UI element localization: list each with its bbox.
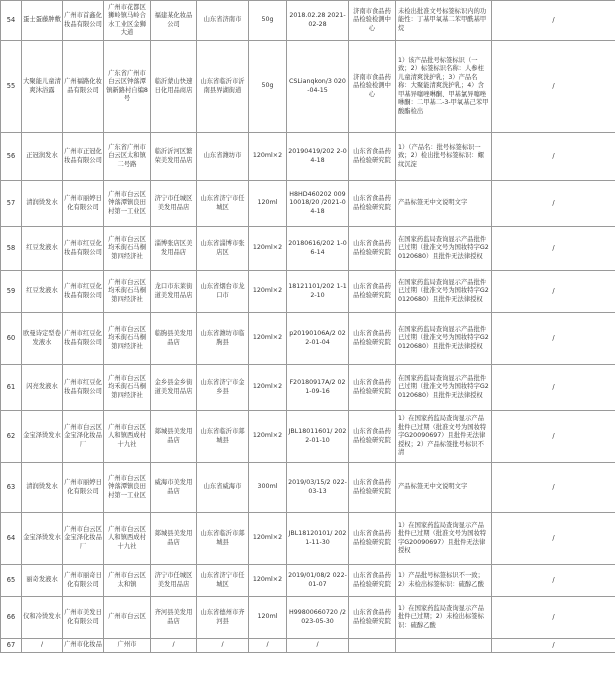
table-row <box>1 227 615 271</box>
batch-cell: H8HD460202 00910018/20 /2021-04-18 <box>287 181 349 227</box>
batch-cell: 18121101/202 1-12-10 <box>287 271 349 313</box>
row-number-cell: 58 <box>1 227 22 271</box>
spec-cell: 120ml×2 <box>249 227 287 271</box>
producer-address-cell: 广州市白云区均禾街石马桐第四经济社 <box>104 313 151 365</box>
producer-address-cell: 广州市花都区狮岭镇马岭合水工业区金狮大道 <box>104 1 151 41</box>
producer-address-cell: 广州市白云区均禾街石马桐第四经济社 <box>104 365 151 411</box>
producer-address-cell: 广州市白云区人和镇西成村十九社 <box>104 411 151 463</box>
row-number-cell: 57 <box>1 181 22 227</box>
product-name-cell: 清润烫发水 <box>22 181 63 227</box>
table-row <box>1 513 615 565</box>
result-cell: 在国家药监局查询显示产品批件已过期（批准文号为国妆特字G20120680）且批件无法律授权 <box>396 365 492 411</box>
spec-cell: 120ml×2 <box>249 313 287 365</box>
result-cell: 1）在国家药监局查询显示产品批件已过期（批准文号为国妆特字G20090697）且批件无法律授权 <box>396 513 492 565</box>
producer-cell: 广州市白云区金宝泽化妆品厂 <box>63 411 104 463</box>
checker-cell: 山东省食品药品检验研究院 <box>349 411 396 463</box>
seller-cell: 齐河县美发用品店 <box>151 597 197 639</box>
result-cell: 产品标签无中文说明文字 <box>396 181 492 227</box>
spec-cell: 300ml <box>249 463 287 513</box>
producer-cell: 广州市红豆化妆品有限公司 <box>63 365 104 411</box>
seller-address-cell: 山东省淄博市张店区 <box>197 227 249 271</box>
seller-cell: / <box>151 639 197 653</box>
producer-cell: 广州市首鑫化妆品有限公司 <box>63 1 104 41</box>
product-name-cell: 正冠润发水 <box>22 133 63 181</box>
result-cell: 1）在国家药监局查询显示产品批件已过期；2）未检出标签标识：硫醇乙酸 <box>396 597 492 639</box>
checker-cell: 山东省食品药品检验研究院 <box>349 513 396 565</box>
checker-cell: 山东省食品药品检验研究院 <box>349 181 396 227</box>
row-number-cell: 59 <box>1 271 22 313</box>
batch-cell: F20180917A/2 021-09-16 <box>287 365 349 411</box>
batch-cell: 20180616/202 1-06-14 <box>287 227 349 271</box>
table-row <box>1 133 615 181</box>
batch-cell: JBL18120101/ 2021-11-30 <box>287 513 349 565</box>
producer-cell: 广州市丽奇日化有限公司 <box>63 565 104 597</box>
seller-cell: 临朐县美发用品店 <box>151 313 197 365</box>
result-cell: 未检出批准文号标签标识内的功能性：丁基甲氧基二苯甲酰基甲烷 <box>396 1 492 41</box>
producer-address-cell: 广州市白云区钟落潭镇良田村第一工业区 <box>104 181 151 227</box>
producer-cell: 广州福路化妆品有限公司 <box>63 41 104 133</box>
row-number-cell: 56 <box>1 133 22 181</box>
batch-cell: p20190106A/2 022-01-04 <box>287 313 349 365</box>
row-number-cell: 60 <box>1 313 22 365</box>
checker-cell: 山东省食品药品检验研究院 <box>349 597 396 639</box>
note-cell: / <box>492 565 615 597</box>
seller-cell: 龙口市东莱街道美发用品店 <box>151 271 197 313</box>
table-row <box>1 1 615 41</box>
product-name-cell: 欧曼诗定型卷发液水 <box>22 313 63 365</box>
result-cell: 1）产品批号标签标识不一致；2）未检出标签标识：硫醇乙酸 <box>396 565 492 597</box>
seller-cell: 威海市美发用品店 <box>151 463 197 513</box>
note-cell: / <box>492 411 615 463</box>
seller-address-cell: 山东省临沂市郯城县 <box>197 411 249 463</box>
seller-address-cell: 山东省济南市 <box>197 1 249 41</box>
product-name-cell: 红豆发液水 <box>22 227 63 271</box>
table-row <box>1 181 615 227</box>
seller-address-cell: 山东省临沂市郯城县 <box>197 513 249 565</box>
table-row <box>1 365 615 411</box>
spec-cell: 120ml×2 <box>249 565 287 597</box>
table-row <box>1 271 615 313</box>
table-body <box>1 1 615 653</box>
batch-cell: 2018.02.28 2021-02-28 <box>287 1 349 41</box>
result-cell: 产品标签无中文说明文字 <box>396 463 492 513</box>
spec-cell: 120ml <box>249 597 287 639</box>
producer-address-cell: 广州市 <box>104 639 151 653</box>
product-name-cell: 金宝泽烫发水 <box>22 411 63 463</box>
checker-cell: 山东省食品药品检验研究院 <box>349 313 396 365</box>
table-row <box>1 565 615 597</box>
result-cell: 在国家药监局查询显示产品批件已过期（批准文号为国妆特字G20120680）且批件无法律授权 <box>396 271 492 313</box>
row-number-cell: 63 <box>1 463 22 513</box>
checker-cell: 山东省食品药品检验研究院 <box>349 271 396 313</box>
note-cell: / <box>492 227 615 271</box>
producer-address-cell: 广州市白云区太和镇 <box>104 565 151 597</box>
seller-address-cell: / <box>197 639 249 653</box>
producer-cell: 广州市白云区金宝泽化妆品厂 <box>63 513 104 565</box>
note-cell: / <box>492 271 615 313</box>
producer-address-cell: 广东省广州市白云区太和镇二号路 <box>104 133 151 181</box>
product-name-cell: 大聚能儿童清爽沐浴露 <box>22 41 63 133</box>
product-name-cell: 闪亮发液水 <box>22 365 63 411</box>
seller-cell: 郯城县美发用品店 <box>151 513 197 565</box>
batch-cell: 2019/01/08/2 022-01-07 <box>287 565 349 597</box>
table-row <box>1 597 615 639</box>
checker-cell <box>349 639 396 653</box>
spec-cell: 120ml×2 <box>249 133 287 181</box>
seller-cell: 金乡县金乡街道美发用品店 <box>151 365 197 411</box>
product-name-cell: 红豆发液水 <box>22 271 63 313</box>
batch-cell: 20190419/202 2-04-18 <box>287 133 349 181</box>
producer-cell: 广州市丽婷日化有限公司 <box>63 181 104 227</box>
batch-cell: H99800660720 /2023-05-30 <box>287 597 349 639</box>
row-number-cell: 55 <box>1 41 22 133</box>
producer-address-cell: 广州市白云区均禾街石马桐第四经济社 <box>104 227 151 271</box>
producer-cell: 广州市化妆品 <box>63 639 104 653</box>
spec-cell: 120ml×2 <box>249 513 287 565</box>
producer-address-cell: 广州市白云区人和镇西成村十九社 <box>104 513 151 565</box>
batch-cell: CSLianqkon/3 020-04-15 <box>287 41 349 133</box>
batch-cell: JBL18011601/ 2022-01-10 <box>287 411 349 463</box>
seller-cell: 临沂沂河区繁荣美发用品店 <box>151 133 197 181</box>
spec-cell: 50g <box>249 41 287 133</box>
result-cell <box>396 639 492 653</box>
product-name-cell: 丽奇发液水 <box>22 565 63 597</box>
checker-cell: 山东省食品药品检验研究院 <box>349 565 396 597</box>
checker-cell: 济南市食品药品检验检测中心 <box>349 41 396 133</box>
result-cell: 在国家药监局查询显示产品批件已过期（批准文号为国妆特字G20120680）且批件无法律授权 <box>396 313 492 365</box>
product-name-cell: 仪和冷烫发水 <box>22 597 63 639</box>
note-cell: / <box>492 1 615 41</box>
note-cell: / <box>492 41 615 133</box>
result-cell: 1）在国家药监局查询显示产品批件已过期（批准文号为国妆特字G20090697）且批件无法律授权；2）产品标签批号标识不清 <box>396 411 492 463</box>
seller-cell: 福建某化妆品公司 <box>151 1 197 41</box>
producer-address-cell: 广东省广州市白云区钟落潭镇新路村自编8号 <box>104 41 151 133</box>
seller-cell: 济宁市任城区美发用品店 <box>151 181 197 227</box>
producer-cell: 广州市美发日化有限公司 <box>63 597 104 639</box>
seller-address-cell: 山东省威海市 <box>197 463 249 513</box>
seller-address-cell: 山东省临沂市沂南县界湖街道 <box>197 41 249 133</box>
seller-address-cell: 山东省德州市齐河县 <box>197 597 249 639</box>
spec-cell: 120ml×2 <box>249 365 287 411</box>
producer-cell: 广州市红豆化妆品有限公司 <box>63 227 104 271</box>
checker-cell: 山东省食品药品检验研究院 <box>349 133 396 181</box>
seller-address-cell: 山东省潍坊市 <box>197 133 249 181</box>
producer-cell: 广州市红豆化妆品有限公司 <box>63 271 104 313</box>
note-cell: / <box>492 365 615 411</box>
producer-address-cell: 广州市白云区钟落潭镇良田村第一工业区 <box>104 463 151 513</box>
table-row <box>1 639 615 653</box>
table-row <box>1 313 615 365</box>
seller-address-cell: 山东省烟台市龙口市 <box>197 271 249 313</box>
row-number-cell: 61 <box>1 365 22 411</box>
checker-cell: 山东省食品药品检验研究院 <box>349 463 396 513</box>
note-cell: / <box>492 463 615 513</box>
producer-address-cell: 广州市白云区均禾街石马桐第四经济社 <box>104 271 151 313</box>
spec-cell: / <box>249 639 287 653</box>
seller-cell: 临沂蒙山快速日化用品商店 <box>151 41 197 133</box>
spec-cell: 120ml×2 <box>249 411 287 463</box>
note-cell: / <box>492 513 615 565</box>
seller-address-cell: 山东省济宁市任城区 <box>197 565 249 597</box>
note-cell: / <box>492 133 615 181</box>
result-cell: 1）该产品批号标签标识（一致；2）标签标识名称：人参柱儿童清爽洗护乳；3）产品名称：大聚能清爽洗护乳；4）含甲基异噻唑啉酮、甲基氯异噻唑啉酮：二甲基二-3-甲氧基己苯甲酸酯检出 <box>396 41 492 133</box>
row-number-cell: 65 <box>1 565 22 597</box>
table-row <box>1 411 615 463</box>
note-cell: / <box>492 181 615 227</box>
batch-cell: 2019/03/15/2 022-03-13 <box>287 463 349 513</box>
row-number-cell: 66 <box>1 597 22 639</box>
producer-cell: 广州市正冠化妆品有限公司 <box>63 133 104 181</box>
note-cell: / <box>492 313 615 365</box>
spec-cell: 50g <box>249 1 287 41</box>
row-number-cell: 62 <box>1 411 22 463</box>
note-cell: / <box>492 639 615 653</box>
spec-cell: 120ml×2 <box>249 271 287 313</box>
seller-address-cell: 山东省济宁市金乡县 <box>197 365 249 411</box>
checker-cell: 山东省食品药品检验研究院 <box>349 365 396 411</box>
batch-cell: / <box>287 639 349 653</box>
seller-cell: 郯城县美发用品店 <box>151 411 197 463</box>
result-cell: 1）（产品名：批号标签标识一致；2）检出批号标签标识：螺纹沉淀 <box>396 133 492 181</box>
row-number-cell: 54 <box>1 1 22 41</box>
seller-cell: 淄博张店区美发用品店 <box>151 227 197 271</box>
table-row <box>1 41 615 133</box>
producer-cell: 广州市红豆化妆品有限公司 <box>63 313 104 365</box>
product-name-cell: 金宝泽烫发水 <box>22 513 63 565</box>
producer-address-cell: 广州市白云区 <box>104 597 151 639</box>
checker-cell: 济南市食品药品检验检测中心 <box>349 1 396 41</box>
seller-address-cell: 山东省济宁市任城区 <box>197 181 249 227</box>
table-row <box>1 463 615 513</box>
note-cell: / <box>492 597 615 639</box>
product-name-cell: / <box>22 639 63 653</box>
result-cell: 在国家药监局查询显示产品批件已过期（批准文号为国妆特字G20120680）且批件无法律授权 <box>396 227 492 271</box>
seller-cell: 济宁市任城区美发用品店 <box>151 565 197 597</box>
checker-cell: 山东省食品药品检验研究院 <box>349 227 396 271</box>
product-name-cell: 清润烫发水 <box>22 463 63 513</box>
producer-cell: 广州市丽婷日化有限公司 <box>63 463 104 513</box>
row-number-cell: 67 <box>1 639 22 653</box>
spec-cell: 120ml <box>249 181 287 227</box>
product-name-cell: 蛋士蛋藤肿敷 <box>22 1 63 41</box>
seller-address-cell: 山东省潍坊市临朐县 <box>197 313 249 365</box>
row-number-cell: 64 <box>1 513 22 565</box>
